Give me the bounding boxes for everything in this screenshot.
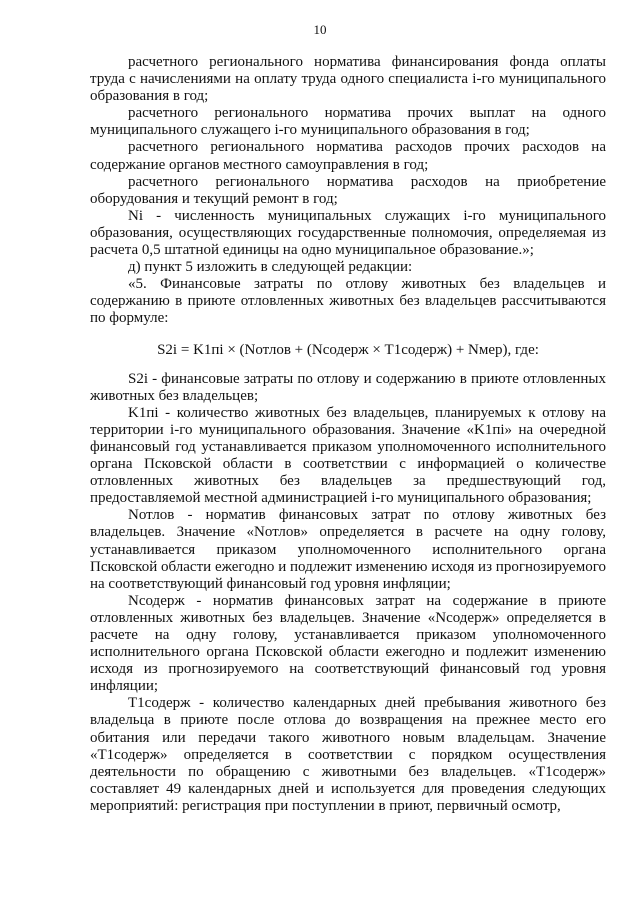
paragraph: «5. Финансовые затраты по отлову животных без владельцев и содержанию в приюте отловленных животных без владельцев рассчитываются по формуле:	[90, 276, 606, 327]
formula: S2i = K1пi × (Nотлов + (Nсодерж × T1содерж) + Nмер), где:	[157, 341, 539, 358]
paragraph: расчетного регионального норматива прочих выплат на одного муниципального служащего i-го муниципального образования в год;	[90, 105, 606, 139]
page-number: 10	[313, 22, 327, 37]
paragraph: расчетного регионального норматива расходов на приобретение оборудования и текущий ремонт в год;	[90, 173, 606, 207]
document-body	[90, 54, 606, 815]
paragraph: д) пункт 5 изложить в следующей редакции:	[128, 259, 413, 276]
paragraph: расчетного регионального норматива финансирования фонда оплаты труда с начислениями на оплату труда одного специалиста i-го муниципального образования в год;	[90, 54, 606, 105]
definition-paragraph: Nотлов - норматив финансовых затрат по отлову животных без владельцев. Значение «Nотлов» определяется в расчете на одну голову, устанавливается приказом уполномоченного исполнительного органа Псковской области ежегодно и подлежит изменению исходя из прогнозируемого на соответствующий финансовый год уровня инфляции;	[90, 507, 606, 592]
definition-paragraph: K1пi - количество животных без владельцев, планируемых к отлову на территории i-го муниципального образования. Значение «K1пi» на очередной финансовый год устанавливается приказом уполномоченного исполнительного органа Псковской области в соответствии с информацией о количестве отловленных животных без владельцев за предшествующий год, предоставляемой местной администрацией i-го муниципального образования;	[90, 404, 606, 507]
definition-paragraph: S2i - финансовые затраты по отлову и содержанию в приюте отловленных животных без владельцев;	[90, 370, 606, 404]
paragraph: Ni - численность муниципальных служащих i-го муниципального образования, осуществляющих государственные полномочия, определяемая из расчета 0,5 штатной единицы на одно муниципальное образование.»;	[90, 207, 606, 259]
paragraph: расчетного регионального норматива расходов прочих расходов на содержание органов местного самоуправления в год;	[90, 139, 606, 173]
definition-paragraph: T1содерж - количество календарных дней пребывания животного без владельца в приюте после отлова до возвращения на прежнее место его обитания или передачи такого животного новым владельцам. Значение «T1содерж» определяется в соответствии с порядком осуществления деятельности по обращению с животными без владельцев. «T1содерж» составляет 49 календарных дней и используется для проведения следующих мероприятий: регистрация при поступлении в приют, первичный осмотр,	[90, 695, 606, 814]
definition-paragraph: Nсодерж - норматив финансовых затрат на содержание в приюте отловленных животных без владельцев. Значение «Nсодерж» определяется в расчете на одну голову, устанавливается приказом уполномоченного исполнительного органа Псковской области ежегодно и подлежит изменению исходя из прогнозируемого на соответствующий финансовый год уровня инфляции;	[90, 592, 606, 695]
